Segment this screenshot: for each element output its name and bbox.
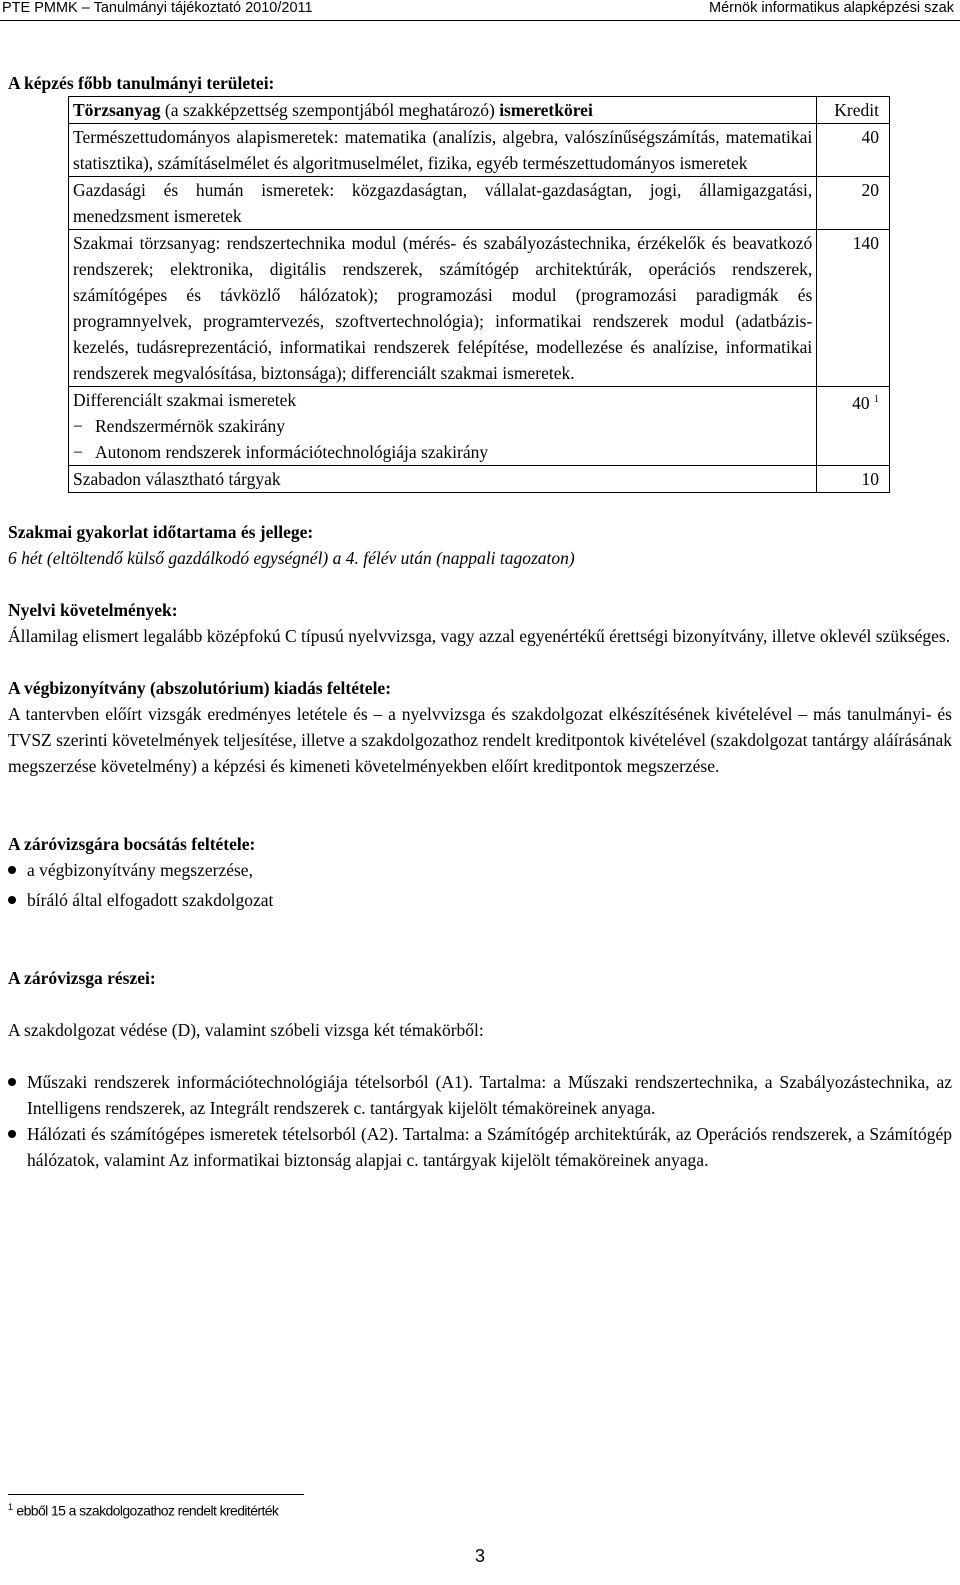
differentiated-credit: 40 [852, 392, 870, 413]
internship-text: 6 hét (eltöltendő külső gazdálkodó egységnél) a 4. félév után (nappali tagozaton) [8, 548, 575, 568]
row-credit: 40 [817, 124, 890, 177]
specialization-item: − Autonom rendszerek információtechnológiája szakirány [73, 439, 812, 465]
header-middle: (a szakképzettség szempontjából meghatározó) [160, 100, 500, 120]
page-number: 3 [474, 1546, 485, 1566]
footnote-ref[interactable]: 1 [874, 394, 879, 405]
absolutorium-heading: A végbizonyítvány (abszolutórium) kiadás feltétele: [8, 678, 392, 698]
row-credit: 20 [817, 177, 890, 230]
header-left: PTE PMMK – Tanulmányi tájékoztató 2010/2011 [2, 0, 313, 16]
header-right: Mérnök informatikus alapképzési szak [709, 0, 954, 16]
exam-conditions-heading: A záróvizsgára bocsátás feltétele: [8, 834, 256, 854]
bullet-icon [8, 866, 16, 874]
page-body [8, 70, 952, 1173]
table-header-credit: Kredit [817, 97, 890, 124]
list-item [8, 1121, 952, 1173]
exam-parts-heading: A záróvizsga részei: [8, 968, 156, 988]
table-row [69, 177, 890, 230]
differentiated-title: Differenciált szakmai ismeretek [73, 390, 297, 410]
footnote-divider [8, 1494, 304, 1495]
table-header-title [69, 97, 817, 124]
footnote [8, 1502, 278, 1519]
footnote-number: 1 [8, 1502, 13, 1512]
table-row [69, 230, 890, 387]
table-row-differentiated [69, 387, 890, 466]
differentiated-credit-cell [817, 387, 890, 466]
table-row [69, 124, 890, 177]
row-credit: 10 [817, 466, 890, 493]
list-item-text: a végbizonyítvány megszerzése, [27, 860, 253, 880]
table-row [69, 466, 890, 493]
row-text: Természettudományos alapismeretek: matematika (analízis, algebra, valószínűségszámítás, matematikai statisztika), számításelmélet és algoritmuselmélet, fizika, egyéb természettudományos ismeretek [69, 124, 817, 177]
footnote-text: ebből 15 a szakdolgozathoz rendelt kreditérték [16, 1502, 279, 1519]
exam-parts-list [8, 1069, 952, 1173]
study-areas-table [68, 96, 890, 493]
language-text: Államilag elismert legalább középfokú C típusú nyelvvizsga, vagy azzal egyenértékű érettségi bizonyítvány, illetve oklevél szükséges. [8, 626, 951, 646]
specialization-item: − Rendszermérnök szakirány [73, 413, 812, 439]
internship-heading: Szakmai gyakorlat időtartama és jellege: [8, 522, 314, 542]
row-text: Gazdasági és humán ismeretek: közgazdaságtan, vállalat-gazdaságtan, jogi, államigazgatási, menedzsment ismeretek [69, 177, 817, 230]
row-text: Szakmai törzsanyag: rendszertechnika modul (mérés- és szabályozástechnika, érzékelők és beavatkozó rendszerek; elektronika, digitális rendszerek, számítógép architektúrák, operációs rendszerek, számítógépes és távközlő hálózatok); programozási modul (programozási paradigmák és programnyelvek, programtervezés, szoftvertechnológia); informatikai rendszerek modul (adatbázis-kezelés, tudásreprezentáció, informatikai rendszerek felépítése, modellezése és analízise, informatikai rendszerek megvalósítása, biztonsága); differenciált szakmai ismeretek. [69, 230, 817, 387]
list-item [8, 857, 952, 883]
differentiated-cell [69, 387, 817, 466]
header-bold-areas: ismeretkörei [499, 100, 593, 120]
list-item [8, 1069, 952, 1121]
language-heading: Nyelvi követelmények: [8, 600, 178, 620]
bullet-icon [8, 1078, 16, 1086]
study-areas-heading: A képzés főbb tanulmányi területei: [8, 73, 275, 93]
row-credit: 140 [817, 230, 890, 387]
bullet-icon [8, 896, 16, 904]
row-text: Szabadon választható tárgyak [69, 466, 817, 493]
exam-parts-intro: A szakdolgozat védése (D), valamint szóbeli vizsga két témakörből: [8, 1020, 484, 1040]
list-item-text: bíráló által elfogadott szakdolgozat [27, 890, 274, 910]
table-header-row [69, 97, 890, 124]
exam-conditions-list [8, 857, 952, 913]
list-item [8, 887, 952, 913]
bullet-icon [8, 1130, 16, 1138]
list-item-text: Műszaki rendszerek információtechnológiája tételsorból (A1). Tartalma: a Műszaki rendszertechnika, a Szabályozástechnika, az Intelligens rendszerek, az Integrált rendszerek c. tantárgyak kijelölt témaköreinek anyaga. [27, 1072, 952, 1118]
header-bold-core: Törzsanyag [73, 100, 161, 120]
page-header [0, 0, 960, 21]
list-item-text: Hálózati és számítógépes ismeretek tételsorból (A2). Tartalma: a Számítógép architektúrák, az Operációs rendszerek, a Számítógép hálózatok, valamint Az informatikai biztonság alapjai c. tantárgyak kijelölt témaköreinek anyaga. [27, 1124, 952, 1170]
absolutorium-text: A tantervben előírt vizsgák eredményes letétele és – a nyelvvizsga és szakdolgozat elkészítésének kivételével – más tanulmányi- és TVSZ szerinti követelmények teljesítése, illetve a szakdolgozathoz rendelt kreditpontok kivételével (szakdolgozat tantárgy aláírásának megszerzése követelmény) a képzési és kimeneti követelményekben előírt kreditpontok megszerzése. [8, 704, 952, 776]
